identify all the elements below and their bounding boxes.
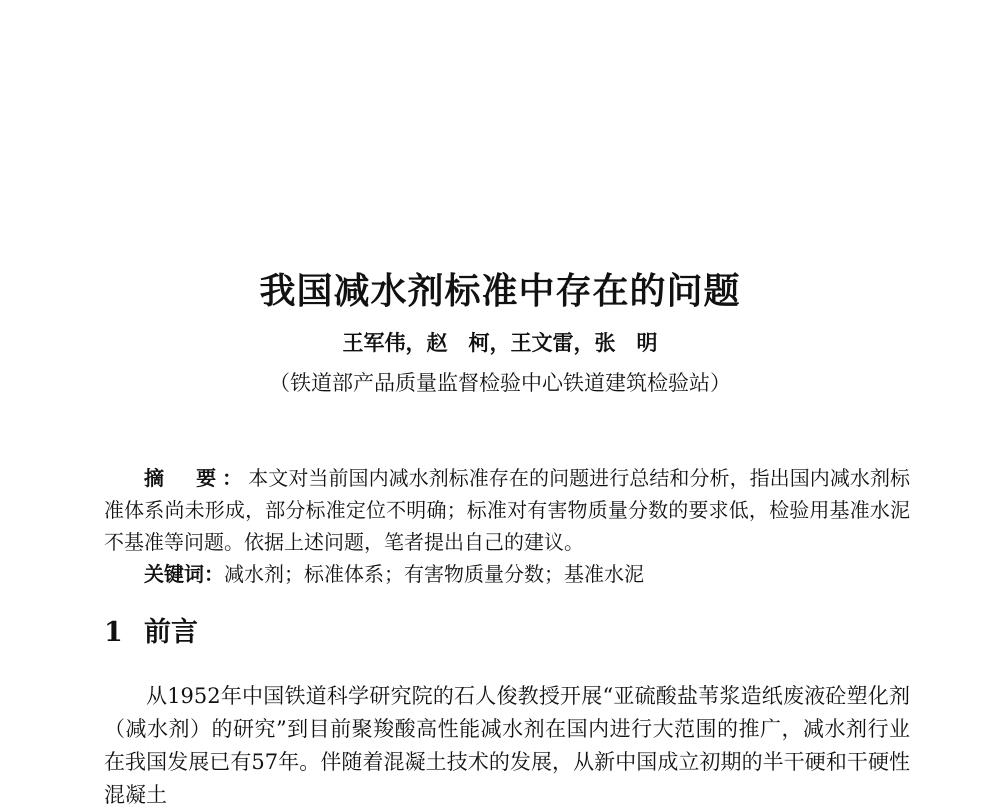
paper-title: 我国减水剂标准中存在的问题 (259, 270, 741, 313)
section-heading (104, 613, 198, 653)
keywords (144, 558, 910, 590)
abstract-text: 本文对当前国内减水剂标准存在的问题进行总结和分析，指出国内减水剂标准体系尚未形成，部分标准定位不明确；标准对有害物质量分数的要求低，检验用基准水泥不基准等问题。依据上述问题，笔者提出自己的建议。 (104, 466, 911, 554)
keywords-text: 减水剂；标准体系；有害物质量分数；基准水泥 (224, 562, 644, 586)
author-list: 王军伟，赵 柯，王文雷，张 明 (342, 330, 658, 355)
abstract-label: 摘 要： (144, 466, 249, 490)
body-paragraph: 从1952年中国铁道科学研究院的石人俊教授开展“亚硫酸盐苇浆造纸废液砼塑化剂（减水剂）的研究”到目前聚羧酸高性能减水剂在国内进行大范围的推广，减水剂行业在我国发展已有57年。伴随着混凝土技术的发展，从新中国成立初期的半干硬和干硬性混凝土 (104, 684, 910, 807)
keywords-label: 关键词： (144, 562, 224, 586)
abstract (104, 462, 910, 558)
author-affiliation: （铁道部产品质量监督检验中心铁道建筑检验站） (269, 371, 731, 395)
section-title: 前言 (144, 617, 198, 648)
section-number: 1 (104, 617, 123, 648)
